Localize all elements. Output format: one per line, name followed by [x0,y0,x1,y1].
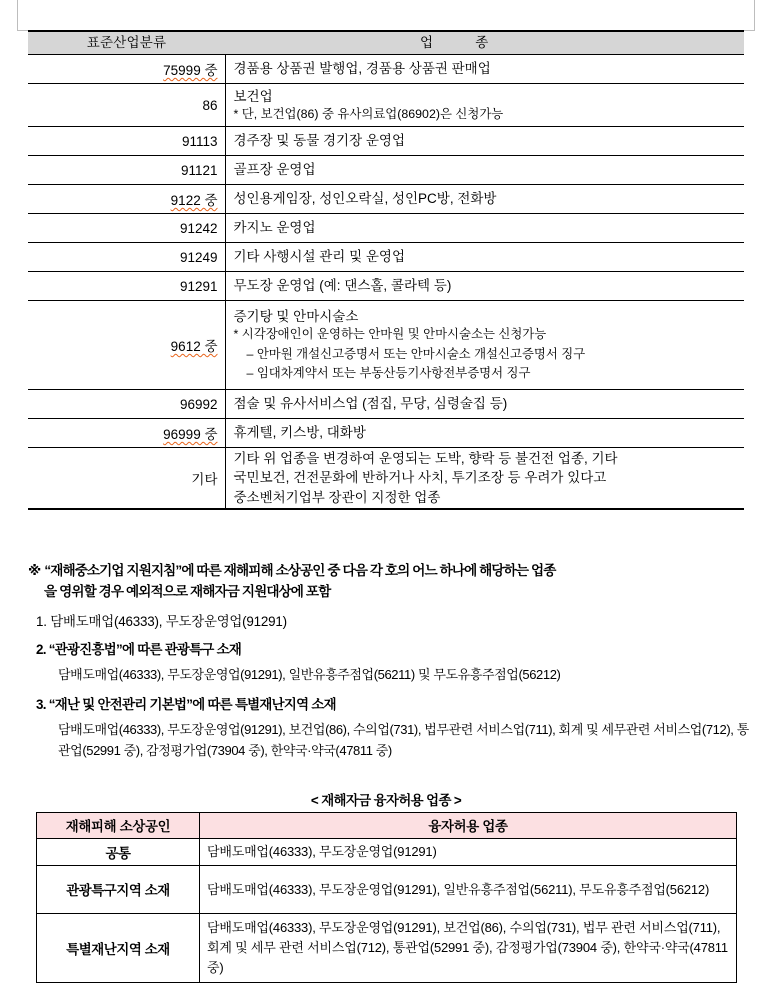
cell-industry-description [225,214,744,243]
table-header-row [28,31,744,55]
exception-notes-items [28,611,756,761]
exception-notes-block [28,560,756,761]
cell-business-category: 특별재난지역 소재 [37,914,200,983]
industry-description-line: 카지노 운영업 [233,220,316,236]
cell-industry-description [225,419,744,448]
exception-notes-heading-line1: “재해중소기업 지원지침”에 따른 재해피해 소상공인 중 다음 각 호의 어느 하나에 해당하는 업종 [44,563,556,578]
exception-note-label: 1. 담배도매업(46333), 무도장운영업(91291) [36,614,287,630]
allowed-table-header-row [37,813,737,839]
industry-description-line: – 임대차계약서 또는 부동산등기사항전부증명서 징구 [246,366,531,381]
cell-industry-description [225,272,744,301]
exception-notes-heading-line2: 을 영위할 경우 예외적으로 재해자금 지원대상에 포함 [44,584,331,600]
allowed-industries-table [36,812,737,983]
industry-description-line: * 단, 보건업(86) 중 유사의료업(86902)은 신청가능 [233,106,504,121]
exception-note-label: 2. “관광진흥법”에 따른 관광특구 소재 [36,642,242,658]
cell-industry-description [225,127,744,156]
exception-notes-heading [28,560,756,602]
reference-mark-icon: ※ [28,563,41,578]
industry-code-text: 96992 [179,396,218,412]
cell-industry-description [225,301,744,390]
industry-code-text: 86 [202,97,218,113]
table-row [28,84,744,127]
cell-industry-code [28,127,225,156]
industry-description-line: 골프장 운영업 [233,162,316,178]
cell-industry-description [225,390,744,419]
industry-code-text: 91249 [179,249,218,265]
table-row [28,185,744,214]
industry-code-text: 91113 [181,133,218,149]
industry-description-line: 기타 사행시설 관리 및 운영업 [233,249,405,265]
industry-description-line: 무도장 운영업 (예: 댄스홀, 콜라텍 등) [233,278,452,294]
table-row [37,914,737,983]
cell-industry-description [225,243,744,272]
cell-industry-code [28,156,225,185]
table-row [28,127,744,156]
industry-description-line: 경품용 상품권 발행업, 경품용 상품권 판매업 [233,61,491,77]
cell-allowed-industry-list: 담배도매업(46333), 무도장운영업(91291), 일반유흥주점업(56211), 무도유흥주점업(56212) [200,866,737,914]
exception-note-body: 담배도매업(46333), 무도장운영업(91291), 일반유흥주점업(56211) 및 무도유흥주점업(56212) [58,667,561,683]
column-header-allowed-industry: 융자허용 업종 [200,813,737,839]
table-row [28,243,744,272]
industry-description-line: 중소벤처기업부 장관이 지정한 업종 [233,489,441,505]
industry-code-text: 기타 [191,472,218,487]
cell-industry-code [28,301,225,390]
cell-business-category: 관광특구지역 소재 [37,866,200,914]
exception-note-label: 3. “재난 및 안전관리 기본법”에 따른 특별재난지역 소재 [36,697,336,713]
table-row [28,55,744,84]
industry-description-line: 보건업 [233,88,273,104]
column-header-industry-code: 표준산업분류 [28,31,225,55]
column-header-industry-type [225,31,744,55]
cell-industry-code [28,390,225,419]
industry-description-line: 경주장 및 동물 경기장 운영업 [233,133,405,149]
industry-description-line: 기타 위 업종을 변경하여 운영되는 도박, 향락 등 불건전 업종, 기타 [233,451,618,467]
industry-description-line: 성인용게임장, 성인오락실, 성인PC방, 전화방 [233,191,497,207]
exception-note-item [28,694,756,761]
industry-description-line: – 안마원 개설신고증명서 또는 안마시술소 개설신고증명서 징구 [246,346,586,361]
page-crop-mark-top-right [710,0,755,31]
industry-code-text: 96999 중 [163,427,218,442]
exception-note-item [28,639,756,685]
exception-note-item [28,611,756,630]
cell-industry-code [28,419,225,448]
exception-note-body: 담배도매업(46333), 무도장운영업(91291), 보건업(86), 수의업(731), 법무관련 서비스업(711), 회계 및 세무관련 서비스업(712), 통관업(52991 중), 감정평가업(73904 중), 한약국·약국(47811 중) [58,722,749,759]
industry-code-text: 91291 [179,278,218,294]
cell-industry-code [28,55,225,84]
cell-allowed-industry-list: 담배도매업(46333), 무도장운영업(91291) [200,839,737,866]
table-row [28,301,744,390]
allowed-industries-body [37,839,737,983]
industry-code-text: 91121 [180,162,218,178]
cell-industry-code [28,84,225,127]
table-row [28,272,744,301]
cell-business-category: 공통 [37,839,200,866]
cell-industry-description [225,156,744,185]
column-header-disaster-small-business: 재해피해 소상공인 [37,813,200,839]
industry-description-line: 증기탕 및 안마시술소 [233,309,359,324]
column-header-industry-type-word1: 업 [420,35,434,50]
cell-industry-description [225,448,744,510]
allowed-industries-caption: < 재해자금 융자허용 업종 > [310,793,462,808]
industry-code-text: 9612 중 [170,339,218,354]
industry-code-text: 75999 중 [163,63,218,78]
cell-allowed-industry-list: 담배도매업(46333), 무도장운영업(91291), 보건업(86), 수의업(731), 법무 관련 서비스업(711), 회계 및 세무 관련 서비스업(712), 통관업(52991 중), 감정평가업(73904 중), 한약국·약국(47811 중) [200,914,737,983]
industry-description-line: 점술 및 유사서비스업 (점집, 무당, 심령술집 등) [233,396,508,412]
restricted-industries-body [28,55,744,510]
table-row [28,214,744,243]
table-row [28,390,744,419]
table-row [28,419,744,448]
cell-industry-code [28,243,225,272]
industry-code-text: 91242 [179,220,218,236]
restricted-industries-table [28,30,744,510]
cell-industry-description [225,55,744,84]
column-header-industry-type-word2: 종 [475,35,489,50]
industry-description-line: 국민보건, 건전문화에 반하거나 사치, 투기조장 등 우려가 있다고 [233,470,607,486]
table-row [37,839,737,866]
industry-description-line: * 시각장애인이 운영하는 안마원 및 안마시술소는 신청가능 [233,327,547,342]
cell-industry-code [28,185,225,214]
cell-industry-code [28,214,225,243]
page-crop-mark-top-left [17,0,66,31]
cell-industry-description [225,185,744,214]
industry-description-line: 휴게텔, 키스방, 대화방 [233,425,366,441]
industry-code-text: 9122 중 [170,193,218,208]
table-row [37,866,737,914]
cell-industry-description [225,84,744,127]
table-row [28,156,744,185]
cell-industry-code [28,448,225,510]
cell-industry-code [28,272,225,301]
table-row [28,448,744,510]
